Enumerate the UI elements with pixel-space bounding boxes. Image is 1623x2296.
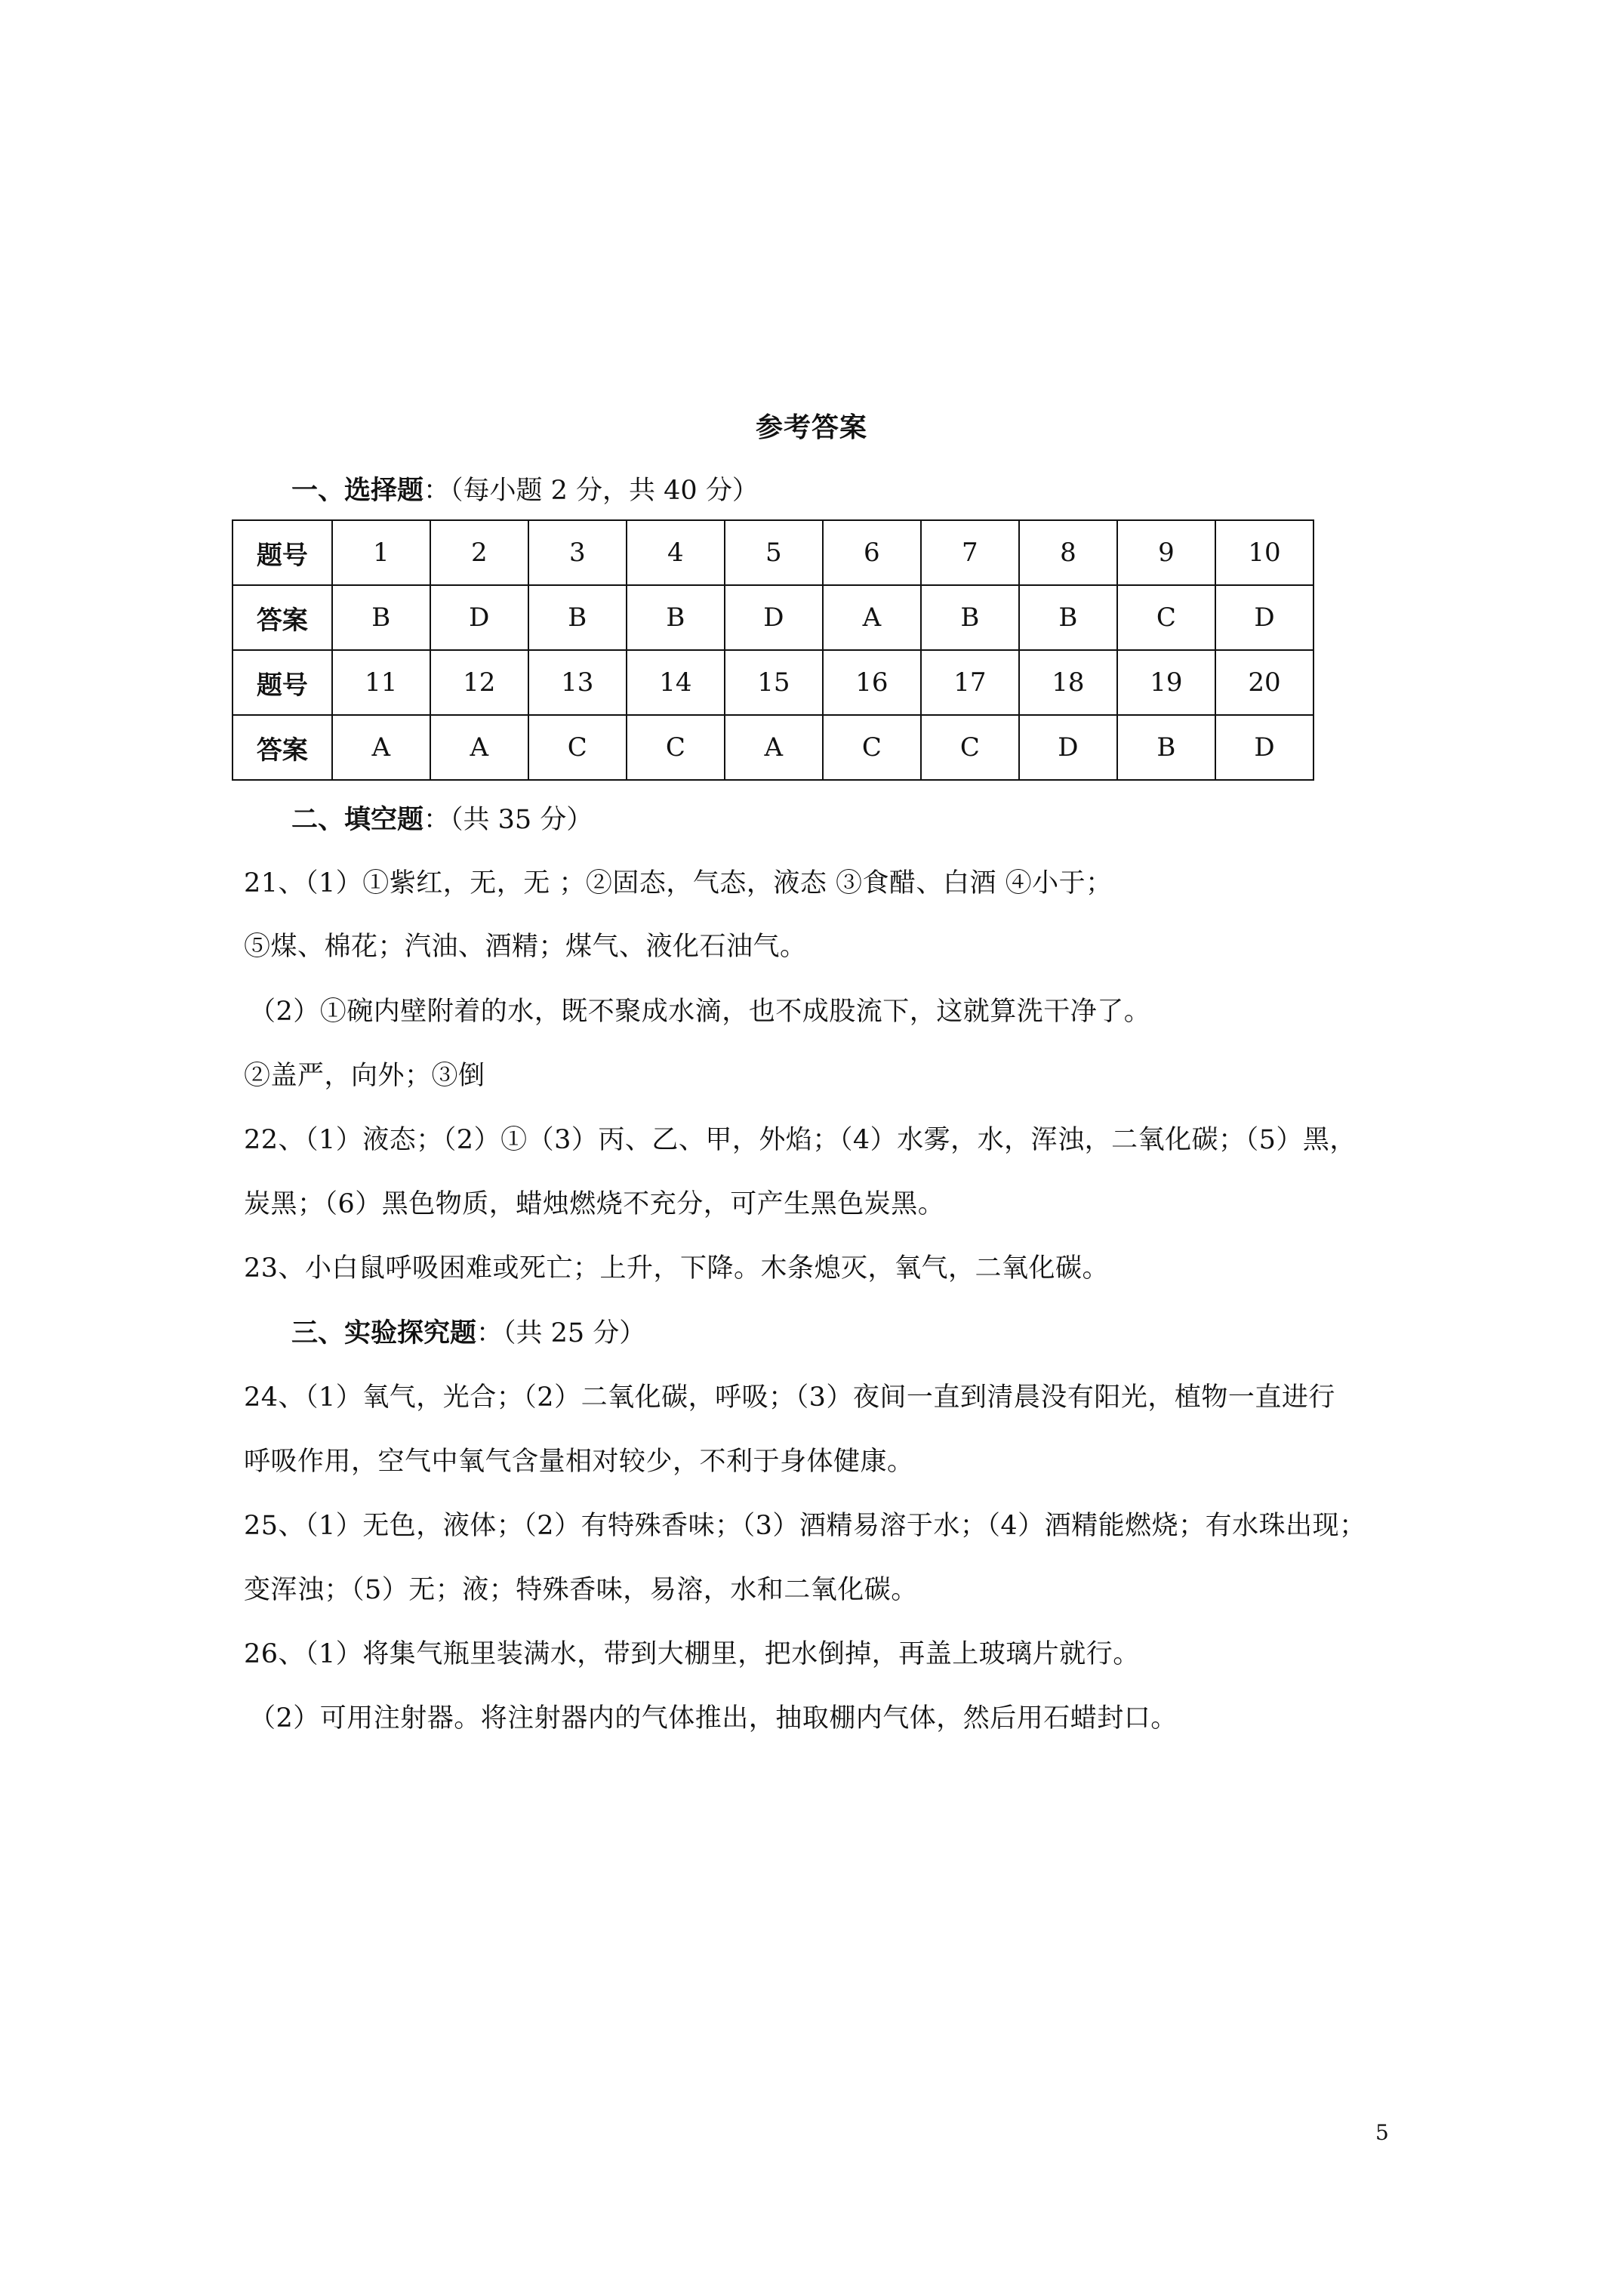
answer-line: 变浑浊；（5）无；液；特殊香味，易溶，水和二氧化碳。 — [244, 1575, 918, 1605]
table-cell: C — [528, 715, 627, 780]
section-label: 二、填空题 — [291, 804, 424, 835]
section-heading-experiment — [291, 1312, 645, 1350]
table-cell: 14 — [627, 650, 725, 715]
table-cell: B — [921, 585, 1019, 650]
table-cell: 17 — [921, 650, 1019, 715]
table-row — [233, 585, 1313, 650]
table-cell: 10 — [1215, 520, 1313, 585]
table-cell: D — [725, 585, 823, 650]
table-cell: A — [332, 715, 430, 780]
answer-table — [232, 519, 1314, 781]
table-cell: B — [528, 585, 627, 650]
answer-line: 25、（1）无色，液体；（2）有特殊香味；（3）酒精易溶于水；（4）酒精能燃烧；有水珠出现； — [244, 1511, 1366, 1541]
table-cell: 9 — [1117, 520, 1215, 585]
table-cell: C — [1117, 585, 1215, 650]
answer-line: 呼吸作用，空气中氧气含量相对较少，不利于身体健康。 — [244, 1447, 914, 1477]
section-note: ：（每小题 2 分，共 40 分） — [423, 476, 759, 506]
table-cell: D — [1215, 715, 1313, 780]
table-cell: 5 — [725, 520, 823, 585]
table-cell: 8 — [1019, 520, 1117, 585]
table-cell: 15 — [725, 650, 823, 715]
table-row — [233, 715, 1313, 780]
table-cell: C — [823, 715, 921, 780]
table-cell: B — [332, 585, 430, 650]
row-header: 答案 — [233, 715, 332, 780]
table-cell: 2 — [430, 520, 528, 585]
answer-line: 炭黑；（6）黑色物质，蜡烛燃烧不充分，可产生黑色炭黑。 — [244, 1189, 945, 1219]
table-cell: 6 — [823, 520, 921, 585]
answer-line: 26、（1）将集气瓶里装满水，带到大棚里，把水倒掉，再盖上玻璃片就行。 — [244, 1639, 1140, 1669]
table-cell: 12 — [430, 650, 528, 715]
table-cell: B — [1117, 715, 1215, 780]
table-cell: B — [1019, 585, 1117, 650]
table-cell: A — [430, 715, 528, 780]
section-label: 一、选择题 — [291, 475, 424, 506]
page-title: 参考答案 — [755, 411, 867, 443]
row-header: 题号 — [233, 650, 332, 715]
table-cell: 11 — [332, 650, 430, 715]
table-cell: C — [627, 715, 725, 780]
table-cell: 13 — [528, 650, 627, 715]
table-cell: 18 — [1019, 650, 1117, 715]
table-cell: 3 — [528, 520, 627, 585]
table-row — [233, 520, 1313, 585]
answer-line: （2）①碗内壁附着的水，既不聚成水滴，也不成股流下，这就算洗干净了。 — [249, 997, 1151, 1027]
table-cell: D — [1215, 585, 1313, 650]
section-note: ：（共 25 分） — [476, 1318, 646, 1348]
table-cell: D — [430, 585, 528, 650]
table-cell: 1 — [332, 520, 430, 585]
answer-line: （2）可用注射器。将注射器内的气体推出，抽取棚内气体，然后用石蜡封口。 — [249, 1703, 1178, 1734]
row-header: 题号 — [233, 520, 332, 585]
page-number: 5 — [1375, 2120, 1389, 2145]
table-cell: A — [725, 715, 823, 780]
table-cell: B — [627, 585, 725, 650]
table-cell: 7 — [921, 520, 1019, 585]
row-header: 答案 — [233, 585, 332, 650]
table-row — [233, 650, 1313, 715]
table-cell: A — [823, 585, 921, 650]
section-note: ：（共 35 分） — [423, 805, 593, 835]
section-heading-choice — [291, 470, 759, 507]
table-cell: 20 — [1215, 650, 1313, 715]
answer-line: 22、（1）液态；（2）①（3）丙、乙、甲，外焰；（4）水雾，水，浑浊，二氧化碳；（5）黑， — [244, 1125, 1357, 1155]
table-cell: C — [921, 715, 1019, 780]
answer-line: ②盖严，向外；③倒 — [244, 1061, 485, 1091]
section-heading-fill — [291, 799, 593, 837]
table-cell: 16 — [823, 650, 921, 715]
table-cell: D — [1019, 715, 1117, 780]
answer-line: 21、（1）①紫红，无，无 ；②固态，气态，液态 ③食醋、白酒 ④小于； — [244, 868, 1113, 898]
table-cell: 4 — [627, 520, 725, 585]
answer-line: 23、小白鼠呼吸困难或死亡；上升，下降。木条熄灭，氧气，二氧化碳。 — [244, 1253, 1110, 1284]
answer-line: ⑤煤、棉花；汽油、酒精；煤气、液化石油气。 — [244, 932, 807, 962]
section-label: 三、实验探究题 — [291, 1318, 477, 1348]
answer-line: 24、（1）氧气，光合；（2）二氧化碳，呼吸；（3）夜间一直到清晨没有阳光，植物一直进行 — [244, 1382, 1335, 1413]
table-cell: 19 — [1117, 650, 1215, 715]
